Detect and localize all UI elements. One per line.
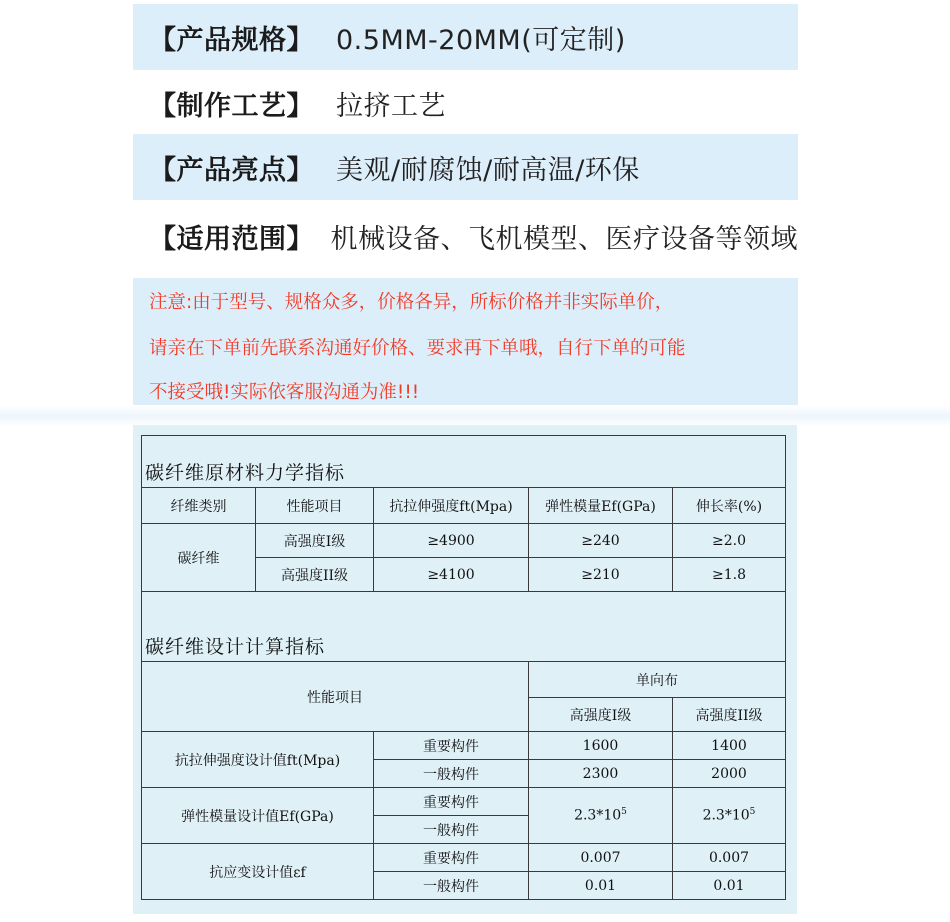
- notice-line: 请亲在下单前先联系沟通好价格、要求再下单哦，自行下单的可能: [149, 338, 686, 359]
- value-cell: 2000: [673, 760, 786, 788]
- value-cell: 0.01: [529, 872, 673, 900]
- spec-row-process: [133, 70, 798, 136]
- fiber-category: 碳纤维: [142, 524, 256, 592]
- member-type: 重要构件: [374, 844, 529, 872]
- spec-value: 0.5MM-20MM(可定制): [336, 24, 626, 56]
- tensile-cell: ≥4900: [374, 524, 529, 558]
- value-cell: $2.3*10^5$: [673, 788, 786, 844]
- header-unidirectional: 单向布: [529, 662, 786, 698]
- divider-haze: [0, 405, 950, 427]
- member-type: 一般构件: [374, 872, 529, 900]
- spec-value: 美观/耐腐蚀/耐高温/环保: [336, 154, 640, 186]
- header-fiber-type: 纤维类别: [142, 488, 256, 524]
- value-cell: 2300: [529, 760, 673, 788]
- price-notice: [133, 278, 798, 405]
- header-tensile-strength: 抗拉伸强度ft(Mpa): [374, 488, 529, 524]
- grade-cell: 高强度I级: [256, 524, 374, 558]
- member-type: 一般构件: [374, 760, 529, 788]
- header-elastic-modulus: 弹性模量Ef(GPa): [529, 488, 673, 524]
- modulus-cell: ≥210: [529, 558, 673, 592]
- table-row: [142, 788, 786, 816]
- grade-cell: 高强度II级: [256, 558, 374, 592]
- spec-key: 【产品亮点】: [149, 154, 314, 186]
- header-elongation: 伸长率(%): [673, 488, 786, 524]
- header-grade-1: 高强度I级: [529, 698, 673, 732]
- spec-key: 【产品规格】: [149, 24, 314, 56]
- value-cell: 0.007: [529, 844, 673, 872]
- value-cell: 0.007: [673, 844, 786, 872]
- spec-row-applications: [133, 203, 798, 269]
- notice-line: 不接受哦!实际依客服沟通为准!!!: [149, 382, 420, 403]
- spec-value: 拉挤工艺: [336, 90, 446, 122]
- table-row: [142, 732, 786, 760]
- table-row: [142, 524, 786, 558]
- property-cell: 抗应变设计值εf: [142, 844, 374, 900]
- value-cell: 1600: [529, 732, 673, 760]
- property-cell: 抗拉伸强度设计值ft(Mpa): [142, 732, 374, 788]
- carbon-fiber-tables: [141, 435, 786, 900]
- spec-row-highlights: [133, 134, 798, 200]
- spec-key: 【制作工艺】: [149, 90, 314, 122]
- modulus-cell: ≥240: [529, 524, 673, 558]
- spec-row-specification: [133, 4, 798, 70]
- member-type: 一般构件: [374, 816, 529, 844]
- header-grade-2: 高强度II级: [673, 698, 786, 732]
- value-cell: 0.01: [673, 872, 786, 900]
- value-cell: 1400: [673, 732, 786, 760]
- header-performance-item: 性能项目: [142, 662, 529, 732]
- design-table-title: 碳纤维设计计算指标: [142, 592, 786, 662]
- tensile-cell: ≥4100: [374, 558, 529, 592]
- raw-table-title: 碳纤维原材料力学指标: [142, 436, 786, 488]
- property-cell: 弹性模量设计值Ef(GPa): [142, 788, 374, 844]
- elongation-cell: ≥2.0: [673, 524, 786, 558]
- spec-key: 【适用范围】: [149, 223, 314, 255]
- member-type: 重要构件: [374, 732, 529, 760]
- spec-value: 机械设备、飞机模型、医疗设备等领域: [330, 223, 798, 255]
- table-row: [142, 844, 786, 872]
- header-property: 性能项目: [256, 488, 374, 524]
- elongation-cell: ≥1.8: [673, 558, 786, 592]
- value-cell: $2.3*10^5$: [529, 788, 673, 844]
- member-type: 重要构件: [374, 788, 529, 816]
- notice-line: 注意:由于型号、规格众多，价格各异，所标价格并非实际单价，: [149, 292, 674, 313]
